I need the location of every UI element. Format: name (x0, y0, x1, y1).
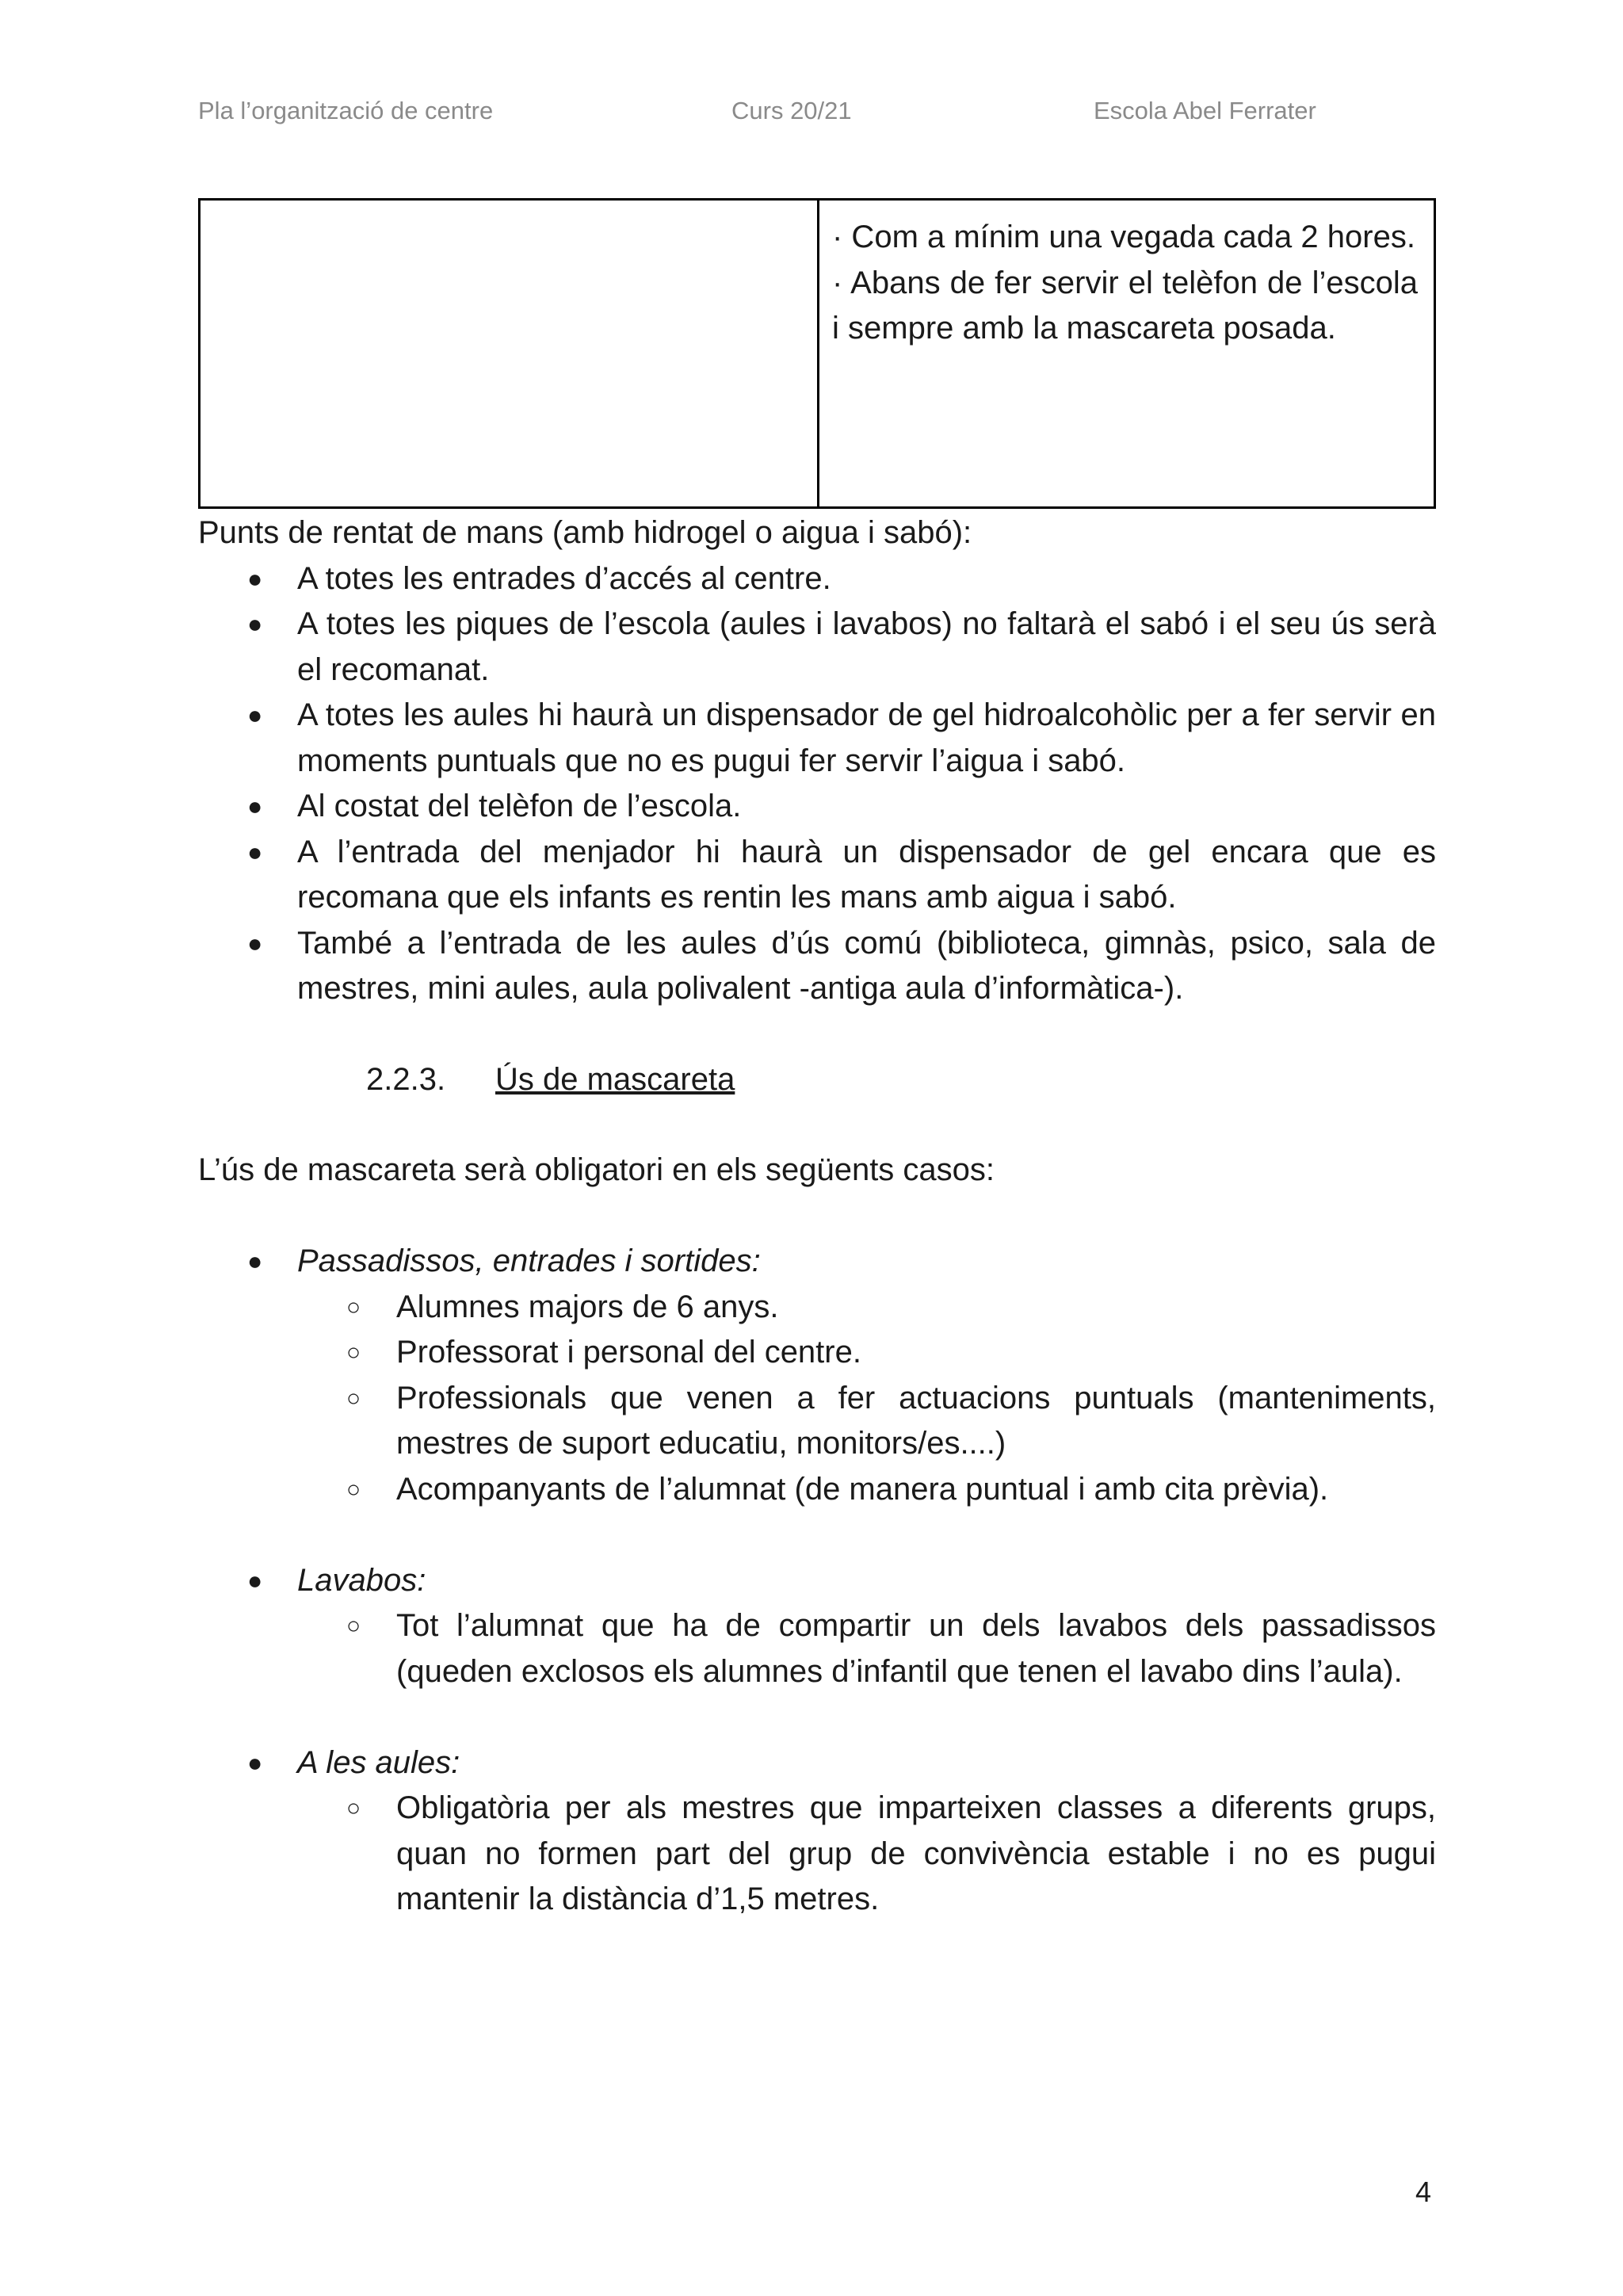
page-header (198, 97, 1434, 128)
mask-cases-list (198, 1239, 1436, 1512)
mask-intro: L’ús de mascareta serà obligatori en els següents casos: (198, 1152, 995, 1187)
mask-case-title: ● Passadissos, entrades i sortides: (297, 1244, 761, 1278)
section-number: 2.2.3. (366, 1061, 446, 1097)
list-item: ○ Obligatòria per als mestres que imparteixen classes a diferents grups, quan no formen part del grup de convivència estable i no es pugui mantenir la distància d’1,5 metres. (198, 1786, 1436, 1923)
list-item: ● Al costat del telèfon de l’escola. (198, 784, 1436, 830)
list-item: ○ Professorat i personal del centre. (198, 1330, 1436, 1376)
mask-cases-list-3 (198, 1740, 1436, 1923)
page-number: 4 (1415, 2176, 1432, 2208)
mask-case-sublist (198, 1285, 1436, 1513)
list-item: ○ Professionals que venen a fer actuacions puntuals (manteniments, mestres de suport educatiu, monitors/es....) (198, 1376, 1436, 1467)
handwash-points-list (198, 556, 1436, 1012)
mask-case-title: ● Lavabos: (297, 1562, 426, 1598)
table-cell-hand-wash-times (819, 200, 1435, 508)
mask-case-corridors (198, 1239, 1436, 1512)
section-heading (198, 1057, 1436, 1102)
list-item: ● A l’entrada del menjador hi haurà un dispensador de gel encara que es recomana que els infants es rentin les mans amb aigua i sabó. (198, 830, 1436, 921)
section-title: Ús de mascareta (495, 1061, 735, 1097)
page-content (198, 198, 1436, 1923)
list-item: ○ Tot l’alumnat que ha de compartir un dels lavabos dels passadissos (queden exclosos els alumnes d’infantil que tenen el lavabo dins l’aula). (198, 1603, 1436, 1694)
continuation-table (198, 198, 1436, 509)
list-item: ● A totes les aules hi haurà un dispensador de gel hidroalcohòlic per a fer servir en moments puntuals que no es pugui fer servir l’aigua i sabó. (198, 693, 1436, 784)
list-item: ● A totes les entrades d’accés al centre. (198, 556, 1436, 602)
mask-case-sublist (198, 1786, 1436, 1923)
table-cell-line: · Abans de fer servir el telèfon de l’escola i sempre amb la mascareta posada. (832, 265, 1418, 346)
header-document-title: Pla l’organització de centre (198, 97, 494, 124)
table-cell-empty (200, 200, 819, 508)
mask-case-title: ● A les aules: (297, 1744, 460, 1780)
table-cell-line: · Com a mínim una vegada cada 2 hores. (832, 220, 1415, 254)
list-item: ○ Alumnes majors de 6 anys. (198, 1285, 1436, 1331)
list-item: ● També a l’entrada de les aules d’ús comú (biblioteca, gimnàs, psico, sala de mestres, mini aules, aula polivalent -antiga aula d’informàtica-). (198, 921, 1436, 1012)
table-row (200, 200, 1435, 508)
header-school-name: Escola Abel Ferrater (1094, 97, 1316, 124)
mask-case-toilets (198, 1558, 1436, 1695)
mask-case-classrooms (198, 1740, 1436, 1923)
mask-case-sublist (198, 1603, 1436, 1694)
list-item: ○ Acompanyants de l’alumnat (de manera puntual i amb cita prèvia). (198, 1467, 1436, 1513)
handwash-points-lead: Punts de rentat de mans (amb hidrogel o aigua i sabó): (198, 515, 972, 550)
mask-cases-list-2 (198, 1558, 1436, 1695)
list-item: ● A totes les piques de l’escola (aules i lavabos) no faltarà el sabó i el seu ús serà el recomanat. (198, 602, 1436, 693)
header-course-year: Curs 20/21 (731, 97, 852, 124)
